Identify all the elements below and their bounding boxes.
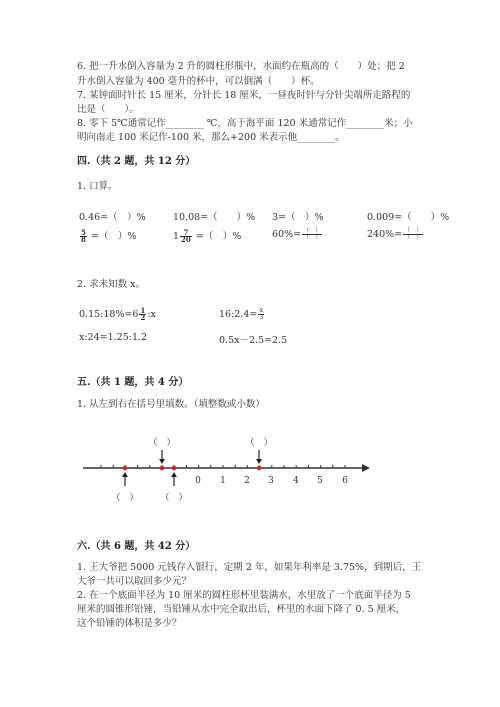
tick-marks: [101, 465, 345, 468]
marker-a: [123, 466, 128, 471]
question-7-line1: 7. 某钟面时针长 15 厘米，分针长 18 厘米，一昼夜时针与分针尖端所走路程的: [77, 90, 411, 101]
question-8-line2: 明向南走 100 米记作-100 米，那么+200 米表示他________。: [77, 132, 345, 143]
blank-fraction: $\frac{( )}{( )}$: [303, 227, 322, 241]
equation-3: x:24=1.25:1.2: [79, 332, 148, 343]
blank-bottom-c: （ ）: [160, 493, 188, 503]
section-6-heading: 六.（共 6 题，共 42 分）: [77, 541, 196, 552]
tick-label-5: 5: [317, 476, 323, 486]
blank-top-d: （ ）: [245, 438, 273, 448]
tick-label-0: 0: [195, 476, 201, 486]
arrow-up-a-head-icon: [122, 472, 128, 477]
marker-b: [160, 466, 165, 471]
oral-item-4: 0.009=（ ）%: [367, 212, 450, 223]
oral-item-6: 1 $\frac{7}{20}$ =（ ）%: [173, 228, 242, 244]
question-6-line2: 升水倒入容量为 400 毫升的杯中，可以倒满（ ）杯。: [77, 76, 320, 87]
question-6-2-line1: 2. 在一个底面半径为 10 厘米的圆柱形杯里装满水，水里放了一个底面半径为 5: [77, 590, 411, 601]
question-8-line1: 8. 零下 5℃通常记作________ ℃，高于海平面 120 米通常记作________米；小: [77, 118, 413, 129]
blank-bottom-a: （ ）: [111, 493, 139, 503]
tick-label-4: 4: [293, 476, 299, 486]
fraction: $\frac{5}{8}$: [81, 228, 86, 244]
oral-item-7: 60%= $\frac{( )}{( )}$: [272, 227, 322, 241]
equation-1: 0.15:18%=6 $\frac{1}{2}$ :x: [79, 306, 156, 322]
question-6-2-line3: 这个铅锤的体积是多少？: [77, 618, 182, 629]
axis-arrow-icon: [362, 464, 370, 472]
equation-4: 0.5x－2.5=2.5: [219, 335, 288, 346]
marker-d: [257, 466, 262, 471]
tick-label-2: 2: [244, 476, 250, 486]
fraction: $\frac{7}{20}$: [181, 228, 191, 244]
oral-item-8: 240%= $\frac{( )}{( )}$: [367, 227, 423, 241]
section-5-q1-label: 1. 从左到右在括号里填数。（填整数或小数）: [77, 399, 265, 410]
tick-label-6: 6: [342, 476, 348, 486]
question-6-line1: 6. 把一升水倒入容量为 2 升的圆柱形瓶中，水面约在瓶高的（ ）处；把 2: [77, 61, 405, 72]
question-6-1-line1: 1. 王大爷把 5000 元钱存入银行，定期 2 年，如果年利率是 3.75%，到期后，王: [77, 562, 422, 573]
fraction: $\frac{x}{3}$: [259, 307, 264, 321]
section-4-q1-label: 1. 口算。: [77, 181, 118, 192]
marker-c: [172, 466, 177, 471]
section-4-q2-label: 2. 求未知数 x。: [77, 279, 145, 290]
oral-item-2: 10.08=（ ）%: [173, 212, 256, 223]
question-7-line2: 比是（ ）。: [77, 104, 139, 115]
question-6-1-line2: 大爷一共可以取回多少元？: [77, 576, 192, 587]
oral-item-5: $\frac{5}{8}$ =（ ）%: [81, 228, 137, 244]
question-6-2-line2: 厘米的圆锥形铅锤，当铅锤从水中完全取出后，杯里的水面下降了 0. 5 厘米，: [77, 604, 406, 615]
fraction: $\frac{1}{2}$: [140, 306, 146, 322]
section-4-heading: 四.（共 2 题，共 12 分）: [77, 156, 196, 167]
oral-item-3: 3=（ ）%: [272, 212, 324, 223]
section-5-heading: 五.（共 1 题，共 4 分）: [77, 377, 189, 388]
arrow-down-d-head-icon: [256, 459, 262, 464]
number-line: [0, 430, 500, 510]
tick-label-1: 1: [220, 476, 226, 486]
tick-label-3: 3: [268, 476, 274, 486]
arrow-down-b-head-icon: [159, 459, 165, 464]
oral-item-1: 0.46=（ ）%: [79, 212, 146, 223]
arrow-up-c-head-icon: [171, 472, 177, 477]
blank-top-b: （ ）: [148, 438, 176, 448]
blank-fraction: $\frac{( )}{( )}$: [404, 227, 423, 241]
equation-2: 16:2.4= $\frac{x}{3}$: [219, 307, 264, 321]
